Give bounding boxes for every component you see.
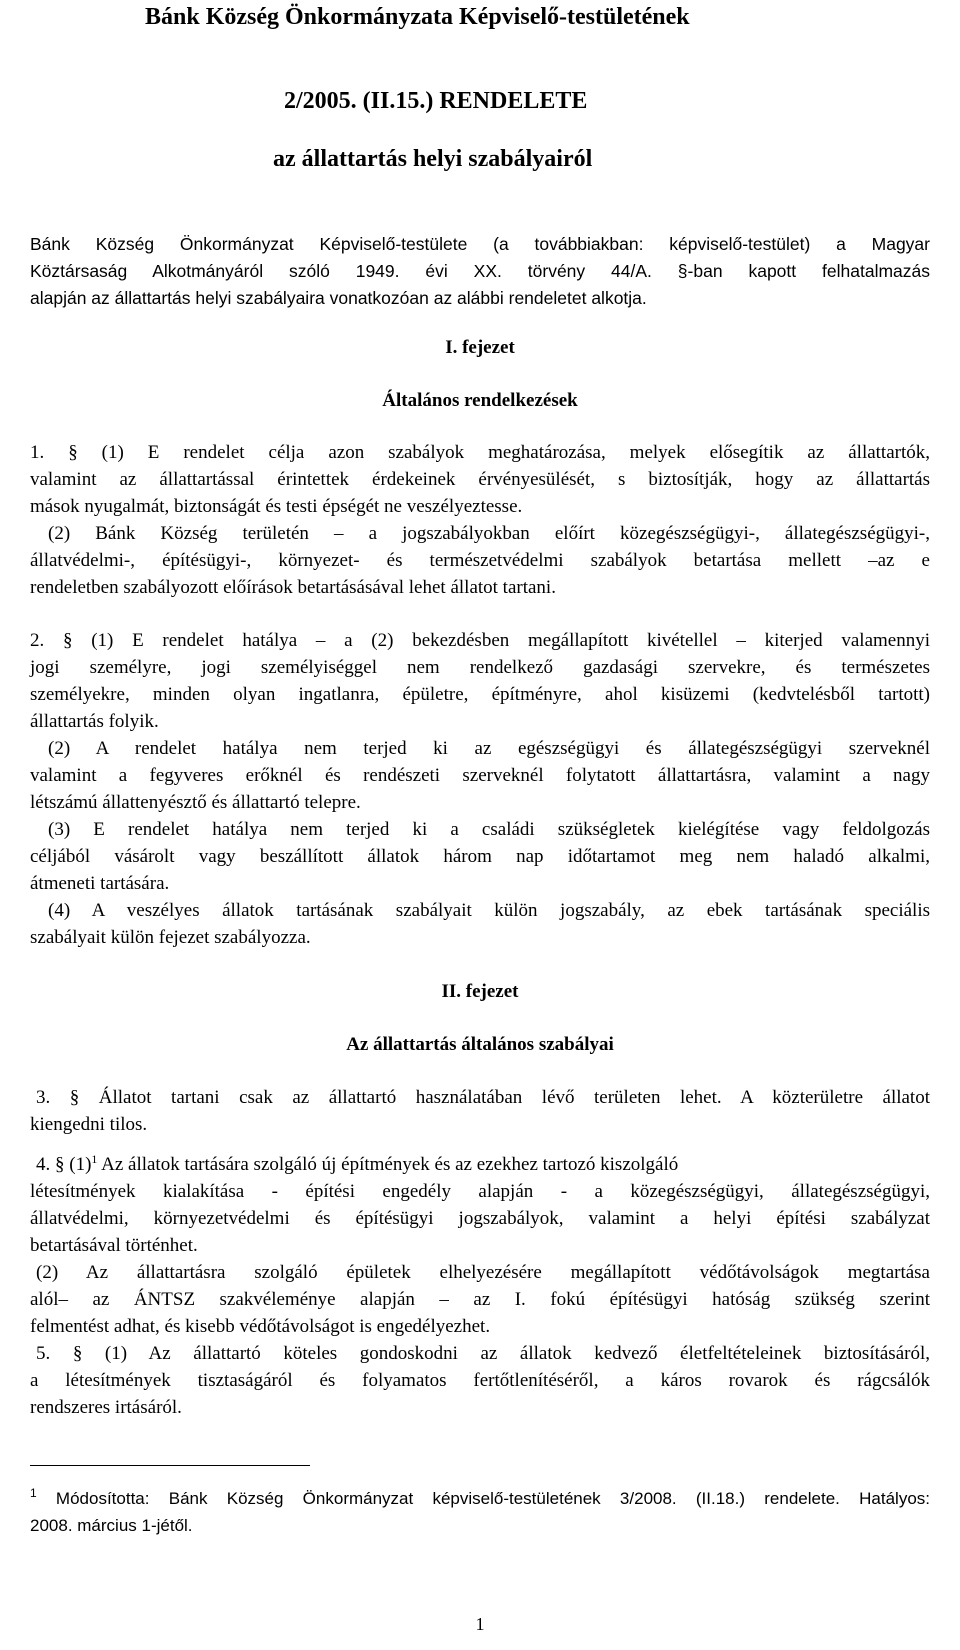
section-1-para-1-line: mások nyugalmát, biztonságát és testi épségét ne veszélyeztesse. xyxy=(30,496,523,517)
section-4-para-2-line: (2) Az állattartásra szolgáló épületek elhelyezésére megállapított védőtávolságok megtartása xyxy=(36,1262,930,1283)
chapter-heading: II. fejezet xyxy=(441,981,519,1002)
section-4-para-2-line: alól– az ÁNTSZ szakvéleménye alapján – az I. fokú építésügyi hatóság szükség szerint xyxy=(30,1289,930,1310)
section-5-line: 5. § (1) Az állattartó köteles gondoskodni az állatok kedvező életfeltételeinek biztosításáról, xyxy=(36,1343,930,1364)
section-1-para-1-line: 1. § (1) E rendelet célja azon szabályok meghatározása, melyek elősegítik az állattartók, xyxy=(30,442,930,463)
section-2-para-1-line: jogi személyre, jogi személyiséggel nem rendelkező gazdasági szervekre, és természetes xyxy=(30,657,930,678)
page-number: 1 xyxy=(475,1614,485,1634)
section-2-para-2-line: valamint a fegyveres erőknél és rendészeti szerveknél folytatott állattartásra, valamint a nagy xyxy=(30,765,930,786)
section-2-para-2-line: (2) A rendelet hatálya nem terjed ki az egészségügyi és állategészségügyi szerveknél xyxy=(48,738,930,759)
section-1-para-2-line: rendeletben szabályozott előírások betartásásával lehet állatot tartani. xyxy=(30,577,556,598)
section-3-line: kiengedni tilos. xyxy=(30,1114,148,1135)
section-4-para-2-line: felmentést adhat, és kisebb védőtávolságot is engedélyezhet. xyxy=(30,1316,491,1337)
section-5-line: a létesítmények tisztaságáról és folyamatos fertőtlenítéséről, a káros rovarok és rágcsálók xyxy=(30,1370,930,1391)
section-4-para-1-line: létesítmények kialakítása - építési engedély alapján - a közegészségügyi, állategészségügyi, xyxy=(30,1181,930,1202)
chapter-heading: I. fejezet xyxy=(445,337,515,358)
document-title-line-3: az állattartás helyi szabályairól xyxy=(273,146,593,172)
footnote-separator xyxy=(30,1465,310,1466)
chapter-title: Általános rendelkezések xyxy=(382,390,578,411)
section-2-para-4-line: szabályait külön fejezet szabályozza. xyxy=(30,927,311,948)
section-1-para-2-line: állatvédelmi-, építésügyi-, környezet- és természetvédelmi szabályok betartása mellett –az e xyxy=(30,550,930,571)
footnote-reference[interactable]: 1 xyxy=(91,1152,98,1166)
section-4-para-1-first-line xyxy=(36,1153,930,1177)
section-4-text: Az állatok tartására szolgáló új építmények és az ezekhez tartozó kiszolgáló xyxy=(97,1154,679,1175)
document-title-line-1: Bánk Község Önkormányzata Képviselő-testületének xyxy=(145,4,690,30)
section-2-para-3-line: (3) E rendelet hatálya nem terjed ki a családi szükségletek kielégítése vagy feldolgozás xyxy=(48,819,930,840)
section-4-para-1-line: betartásával történhet. xyxy=(30,1235,198,1256)
footnote-line xyxy=(30,1487,930,1511)
chapter-title: Az állattartás általános szabályai xyxy=(346,1034,614,1055)
section-3-line: 3. § Állatot tartani csak az állattartó használatában lévő területen lehet. A közterületre állatot xyxy=(36,1087,930,1108)
preamble-line: alapján az állattartás helyi szabályaira vonatkozóan az alábbi rendeletet alkotja. xyxy=(30,288,647,308)
section-2-para-4-line: (4) A veszélyes állatok tartásának szabályait külön jogszabály, az ebek tartásának speciális xyxy=(48,900,930,921)
section-2-para-1-line: 2. § (1) E rendelet hatálya – a (2) bekezdésben megállapított kivétellel – kiterjed valamennyi xyxy=(30,630,930,651)
footnote-marker: 1 xyxy=(30,1486,37,1500)
section-2-para-3-line: céljából vásárolt vagy beszállított állatok három nap időtartamot meg nem haladó alkalmi, xyxy=(30,846,930,867)
preamble-line: Köztársaság Alkotmányáról szóló 1949. évi XX. törvény 44/A. §-ban kapott felhatalmazás xyxy=(30,261,930,281)
document-title-line-2: 2/2005. (II.15.) RENDELETE xyxy=(284,88,588,114)
section-2-para-2-line: létszámú állattenyésztő és állattartó telepre. xyxy=(30,792,361,813)
footnote-line: 2008. március 1-jétől. xyxy=(30,1516,193,1535)
preamble-line: Bánk Község Önkormányzat Képviselő-testülete (a továbbiakban: képviselő-testület) a Magyar xyxy=(30,234,930,254)
footnote-text: Módosította: Bánk Község Önkormányzat képviselő-testületének 3/2008. (II.18.) rendelete. Hatályos: xyxy=(36,1489,930,1508)
section-2-para-3-line: átmeneti tartására. xyxy=(30,873,170,894)
section-4-para-1-line: állatvédelmi, környezetvédelmi és építésügyi jogszabályok, valamint a helyi építési szabályzat xyxy=(30,1208,930,1229)
section-1-para-2-line: (2) Bánk Község területén – a jogszabályokban előírt közegészségügyi-, állategészségügyi-, xyxy=(48,523,930,544)
section-5-line: rendszeres irtásáról. xyxy=(30,1397,182,1418)
section-2-para-1-line: személyekre, minden olyan ingatlanra, épületre, építményre, ahol kisüzemi (kedvtelésből tartott) xyxy=(30,684,930,705)
section-2-para-1-line: állattartás folyik. xyxy=(30,711,159,732)
section-4-number: 4. § (1) xyxy=(36,1154,92,1175)
section-1-para-1-line: valamint az állattartással érintettek érdekeinek érvényesülését, s biztosítják, hogy az állattartás xyxy=(30,469,930,490)
